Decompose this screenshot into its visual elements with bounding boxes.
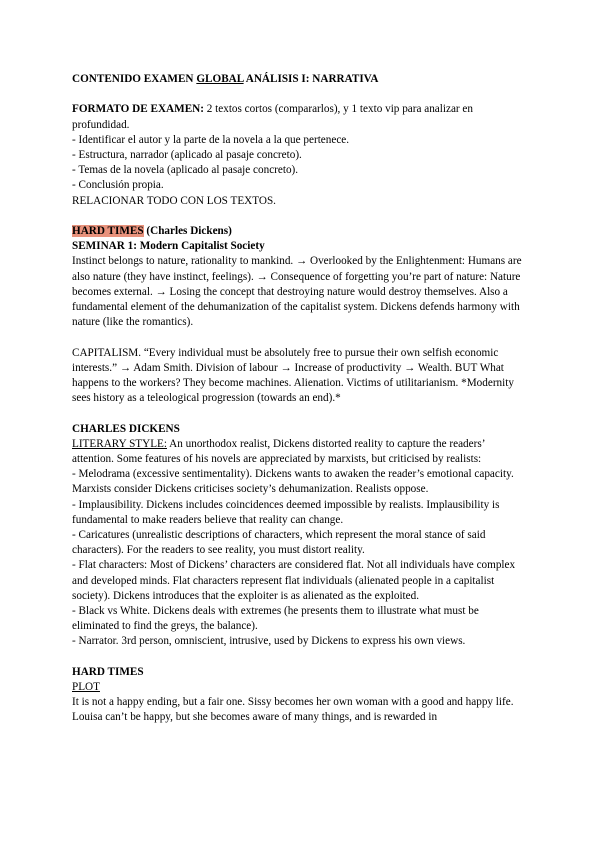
formato-item: - Estructura, narrador (aplicado al pasaje concreto). [72,149,302,161]
formato-paragraph: FORMATO DE EXAMEN: 2 textos cortos (compararlos), y 1 texto vip para analizar en profundidad. [72,103,473,131]
document-title: CONTENIDO EXAMEN GLOBAL ANÁLISIS I: NARRATIVA [72,73,379,85]
style-item: - Caricatures (unrealistic descriptions of characters, which represent the moral stance of said characters). For the readers to see reality, you must distort reality. [72,529,486,557]
formato-item: - Identificar el autor y la parte de la novela a la que pertenece. [72,133,350,146]
nature-paragraph: Instinct belongs to nature, rationality to mankind. → Overlooked by the Enlightenment: Humans are also nature (they have instinct, feelings). → Consequence of forgetting you’re part of nature: Nature becomes external. → Losing the concept that destroying nature would destroy themselves. Also a fundamental element of the dehumanization of the capitalist system. Dickens defends harmony with nature (like the romantics). [72,255,522,329]
formato-label: FORMATO DE EXAMEN: [72,103,204,116]
literary-style-label: LITERARY STYLE: [72,437,167,450]
relacionar-line: RELACIONAR TODO CON LOS TEXTOS. [72,194,276,207]
style-item: - Narrator. 3rd person, omniscient, intrusive, used by Dickens to express his own views. [72,635,466,648]
formato-item: - Conclusión propia. [72,179,164,192]
style-item: - Flat characters: Most of Dickens’ characters are considered flat. Not all individuals have complex and developed minds. Flat characters represent flat individuals (alienated people in a capitalist society). Dickens introduces that the exploiter is as alienated as the exploited. [72,559,516,602]
style-item: - Black vs White. Dickens deals with extremes (he presents them to illustrate what must be eliminated to find the greys, the balance). [72,605,479,633]
formato-item: - Temas de la novela (aplicado al pasaje concreto). [72,164,299,177]
capitalism-paragraph: CAPITALISM. “Every individual must be absolutely free to pursue their own selfish economic interests.” → Adam Smith. Division of labour → Increase of productivity → Wealth. BUT What happens to the workers? They become machines. Alienation. Victims of utilitarianism. *Modernity sees history as a teleological progression (towards an end).* [72,346,514,405]
literary-style-paragraph: LITERARY STYLE: An unorthodox realist, Dickens distorted reality to capture the readers’ attention. Some features of his novels are appreciated by marxists, but criticised by realists: [72,437,485,466]
plot-paragraph: It is not a happy ending, but a fair one. Sissy becomes her own woman with a good and happy life. Louisa can’t be happy, but she becomes aware of many things, and is rewarded in [72,696,514,724]
plot-label: PLOT [72,681,100,694]
style-item: - Implausibility. Dickens includes coincidences deemed impossible by realists. Implausibility is fundamental to make readers believe that reality can change. [72,498,500,526]
hard-times-heading: HARD TIMES (Charles Dickens) [72,225,232,237]
highlighted-heading: HARD TIMES [72,225,144,237]
style-item: - Melodrama (excessive sentimentality). Dickens wants to awaken the reader’s emotional capacity. Marxists consider Dickens criticises society’s dehumanization. Realists oppose. [72,468,514,496]
seminar-title: SEMINAR 1: Modern Capitalist Society [72,240,265,253]
charles-dickens-heading: CHARLES DICKENS [72,422,180,435]
hard-times-subheading: HARD TIMES [72,665,144,678]
